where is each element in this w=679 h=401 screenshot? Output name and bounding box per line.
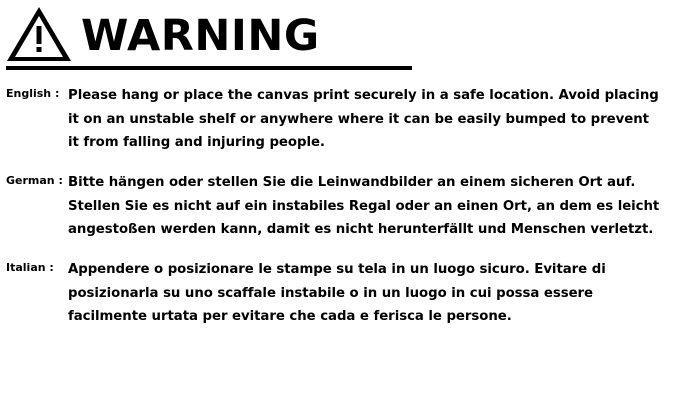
language-label-italian: Italian : xyxy=(6,260,54,274)
page-title: WARNING xyxy=(81,10,320,61)
warning-text-italian: Appendere o posizionare le stampe su tela in un luogo sicuro. Evitare di posizionarla su uno scaffale instabile o in un luogo in cui possa essere facilmente urtata per evitare che cada e ferisca le persone. xyxy=(68,261,606,325)
warning-text-english: Please hang or place the canvas print securely in a safe location. Avoid placing it on an unstable shelf or anywhere where it can be easily bumped to prevent it from falling and injuring people. xyxy=(68,88,659,151)
warning-block-german xyxy=(6,171,671,242)
warning-block-italian xyxy=(6,258,671,329)
language-label-german: German : xyxy=(6,173,63,187)
warning-header xyxy=(0,0,679,61)
language-label-english: English : xyxy=(6,87,60,100)
warning-text-german: Bitte hängen oder stellen Sie die Leinwandbilder an einem sicheren Ort auf. Stellen Sie es nicht auf ein instabiles Regal oder an einen Ort, an dem es leicht angestoßen werden kann, damit es nicht herunterfällt und Menschen verletzt. xyxy=(68,174,660,238)
warning-block-english xyxy=(6,84,671,155)
warning-triangle-icon xyxy=(6,6,72,62)
warning-blocks xyxy=(0,70,679,329)
